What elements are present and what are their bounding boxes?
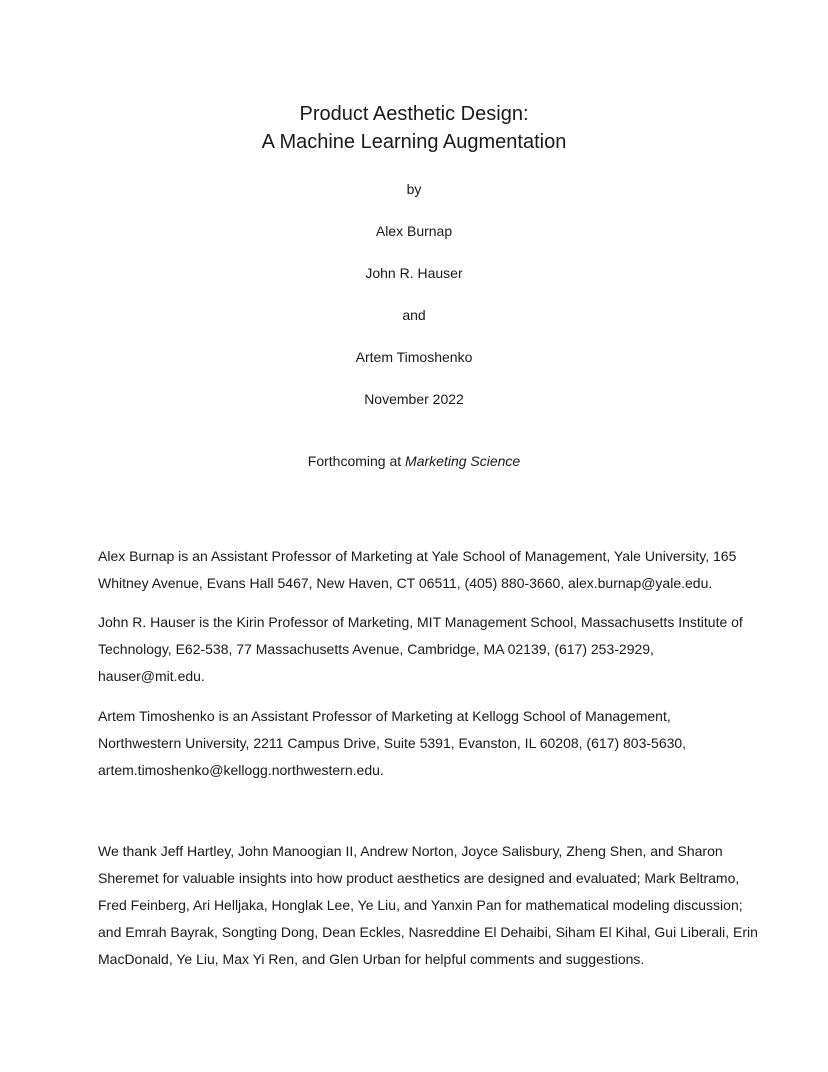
- publication-date: November 2022: [364, 391, 464, 407]
- acknowledgment-line: We thank Jeff Hartley, John Manoogian II, Andrew Norton, Joyce Salisbury, Zheng Shen, and Sharon: [98, 843, 723, 859]
- acknowledgment-line: Sheremet for valuable insights into how product aesthetics are designed and evaluated; Mark Beltramo,: [98, 870, 740, 886]
- affiliation-line: John R. Hauser is the Kirin Professor of Marketing, MIT Management School, Massachusetts Institute of: [98, 614, 743, 630]
- affiliation-line: Whitney Avenue, Evans Hall 5467, New Haven, CT 06511, (405) 880-3660, alex.burnap@yale.edu.: [98, 575, 713, 591]
- acknowledgment-line: Fred Feinberg, Ari Helljaka, Honglak Lee, Ye Liu, and Yanxin Pan for mathematical modeling discussion;: [98, 897, 743, 913]
- affiliation-line: Artem Timoshenko is an Assistant Professor of Marketing at Kellogg School of Management,: [98, 708, 671, 724]
- author-2: John R. Hauser: [365, 265, 463, 281]
- affiliation-line: Alex Burnap is an Assistant Professor of Marketing at Yale School of Management, Yale University, 165: [98, 548, 737, 564]
- paper-title-line-1: Product Aesthetic Design:: [299, 103, 529, 125]
- affiliation-timoshenko: [98, 703, 738, 784]
- forthcoming-prefix: Forthcoming at: [307, 453, 406, 469]
- and-label: and: [402, 307, 426, 323]
- affiliation-line: hauser@mit.edu.: [98, 668, 205, 684]
- affiliation-line: artem.timoshenko@kellogg.northwestern.edu.: [98, 762, 384, 778]
- affiliation-line: Technology, E62-538, 77 Massachusetts Avenue, Cambridge, MA 02139, (617) 253-2929,: [98, 641, 654, 657]
- affiliation-burnap: [98, 543, 738, 597]
- author-1: Alex Burnap: [375, 223, 453, 239]
- affiliation-line: Northwestern University, 2211 Campus Drive, Suite 5391, Evanston, IL 60208, (617) 803-5630,: [98, 735, 687, 751]
- acknowledgment-line: and Emrah Bayrak, Songting Dong, Dean Eckles, Nasreddine El Dehaibi, Siham El Kihal, Gui Liberali, Erin: [98, 924, 758, 940]
- by-label: by: [406, 181, 422, 197]
- affiliation-hauser: [98, 609, 743, 690]
- acknowledgment-line: MacDonald, Ye Liu, Max Yi Ren, and Glen Urban for helpful comments and suggestions.: [98, 951, 645, 967]
- journal-name: Marketing Science: [405, 453, 521, 469]
- paper-title-line-2: A Machine Learning Augmentation: [261, 131, 567, 153]
- forthcoming-note: [0, 452, 828, 470]
- author-3: Artem Timoshenko: [355, 349, 473, 365]
- acknowledgments: [98, 838, 758, 973]
